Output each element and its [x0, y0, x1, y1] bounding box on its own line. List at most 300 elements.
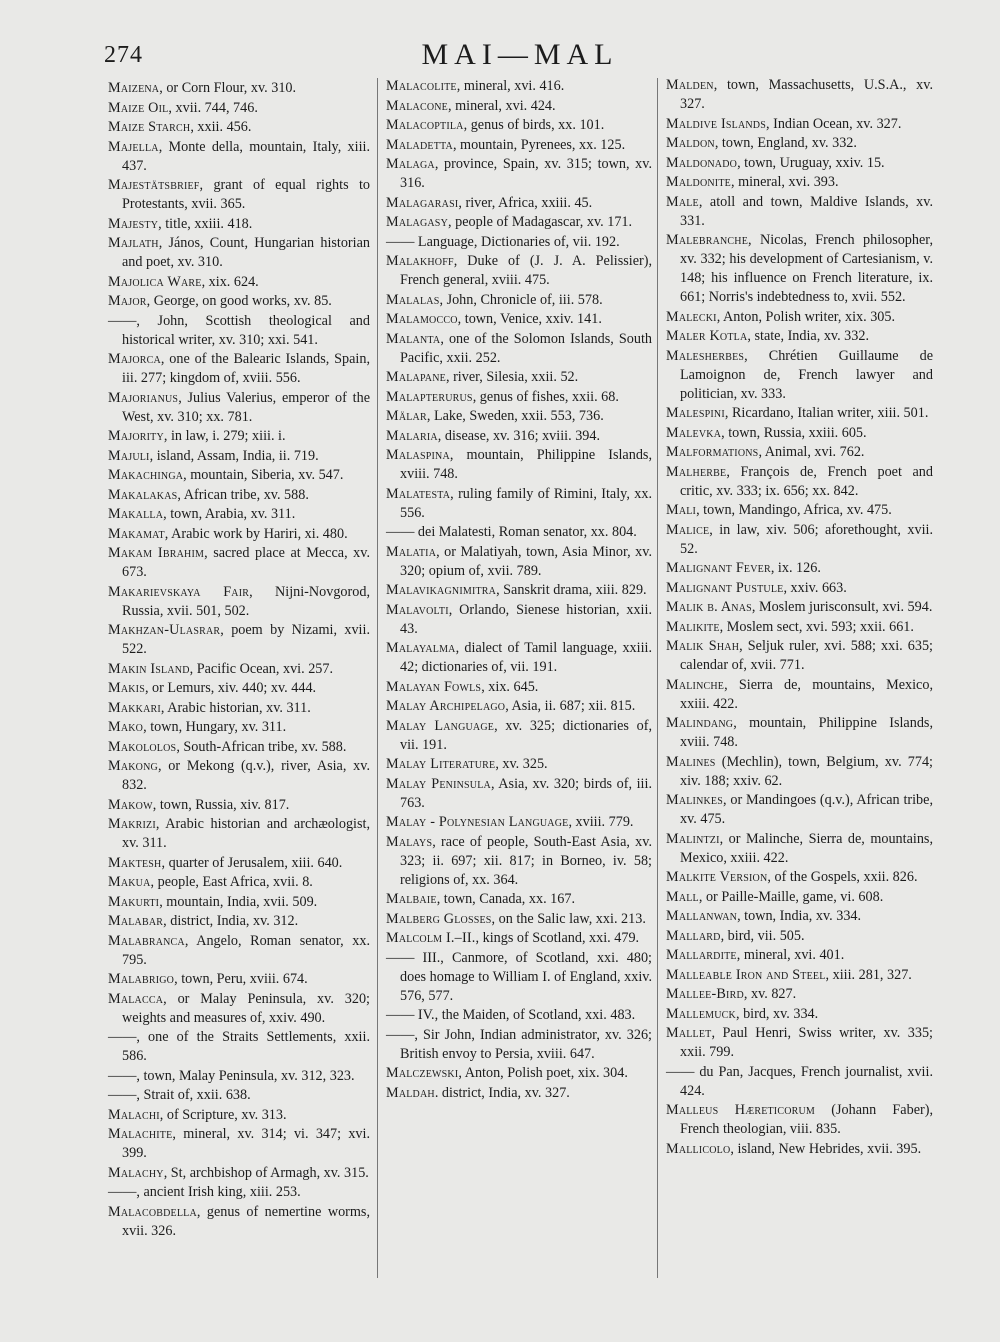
entry-references: ——, ancient Irish king, xiii. 253.	[108, 1184, 301, 1200]
index-entry	[666, 966, 933, 985]
entry-references: , Chrétien Guillaume de Lamoignon de, French lawyer and politician, xv. 333.	[680, 347, 933, 402]
entry-references: , Sierra de, mountains, Mexico, xxiii. 422.	[680, 676, 933, 712]
entry-headword: Malachite	[108, 1126, 173, 1142]
entry-headword: Malbaie	[386, 891, 437, 907]
index-entry	[108, 273, 370, 292]
entry-references: —— III., Canmore, of Scotland, xxi. 480; does homage to William I. of England, xxiv. 576, 577.	[386, 949, 652, 1004]
entry-headword: Malformations	[666, 444, 759, 460]
entry-headword: Maldonado	[666, 154, 738, 171]
entry-references: , Asia, xv. 320; birds of, iii. 763.	[400, 775, 652, 811]
entry-headword: Malaria	[386, 427, 438, 444]
index-entry	[108, 699, 370, 718]
entry-headword: Majorianus	[108, 389, 179, 406]
entry-headword: Mali	[666, 502, 697, 518]
entry-references: , Paul Henri, Swiss writer, xv. 335; xxii. 799.	[680, 1025, 933, 1060]
entry-headword: Malleable Iron and Steel	[666, 966, 826, 983]
index-entry	[666, 927, 933, 946]
index-entry	[386, 639, 652, 677]
index-entry	[666, 1024, 933, 1062]
page-number: 274	[104, 42, 143, 68]
index-column-3	[666, 76, 933, 1159]
index-entry	[386, 697, 652, 716]
entry-references: , town, Mandingo, Africa, xv. 475.	[696, 502, 892, 518]
entry-headword: Malice	[666, 521, 710, 538]
index-entry	[666, 907, 933, 926]
entry-references: , or Corn Flour, xv. 310.	[159, 80, 297, 96]
index-entry	[666, 1063, 933, 1101]
index-entry	[666, 76, 933, 114]
entry-references: , state, India, xv. 332.	[747, 328, 870, 344]
index-entry	[666, 463, 933, 501]
index-entry	[108, 1203, 370, 1241]
entry-references: , in law, xiv. 506; aforethought, xvii. 52.	[680, 521, 933, 557]
entry-references: , Julius Valerius, emperor of the West, xv. 310; xx. 781.	[122, 389, 370, 425]
index-entry	[108, 544, 370, 582]
entry-references: , Moslem jurisconsult, xvi. 594.	[751, 599, 933, 615]
entry-references: ——, John, Scottish theological and historical writer, xv. 310; xxi. 541.	[108, 312, 370, 348]
index-entry	[386, 136, 652, 155]
entry-references: , Pacific Ocean, xvi. 257.	[189, 660, 334, 677]
entry-references: , or Mekong (q.v.), river, Asia, xv. 832.	[122, 758, 370, 793]
index-entry	[108, 970, 370, 989]
index-entry	[666, 501, 933, 520]
entry-headword: Malanta	[386, 330, 441, 347]
index-entry	[108, 118, 370, 137]
index-entry	[386, 97, 652, 116]
entry-references: , Arabic historian, xv. 311.	[160, 699, 311, 716]
index-entry	[108, 215, 370, 234]
entry-references: , one of the Balearic Islands, Spain, iii. 277; kingdom of, xviii. 556.	[122, 351, 370, 386]
index-entry	[666, 134, 933, 153]
index-entry	[666, 985, 933, 1004]
entry-references: , János, Count, Hungarian historian and poet, xv. 310.	[122, 235, 370, 270]
index-entry	[386, 1084, 652, 1103]
entry-headword: Maize Oil	[108, 99, 169, 116]
entry-headword: Makachinga	[108, 467, 184, 483]
entry-headword: Mako	[108, 719, 144, 735]
entry-headword: Makalla	[108, 506, 164, 522]
entry-headword: Malay Literature	[386, 756, 496, 772]
entry-references: , mineral, xv. 314; vi. 347; xvi. 399.	[122, 1126, 370, 1161]
index-entry	[386, 310, 652, 329]
index-entry	[666, 598, 933, 617]
entry-headword: Majesty	[108, 215, 159, 232]
index-entry	[108, 1028, 370, 1066]
index-entry	[666, 1005, 933, 1024]
index-entry	[666, 154, 933, 173]
index-entry	[386, 717, 652, 755]
entry-headword: Malberg Glosses	[386, 910, 492, 927]
entry-references: ——, Sir John, Indian administrator, xv. 326; British envoy to Persia, xviii. 647.	[386, 1026, 652, 1062]
entry-references: , Animal, xvi. 762.	[758, 444, 865, 460]
index-entry	[108, 738, 370, 757]
index-entry	[108, 1106, 370, 1125]
entry-references: , genus of fishes, xxii. 68.	[472, 388, 619, 405]
entry-headword: Majlath	[108, 235, 159, 251]
entry-headword: Makrizi	[108, 816, 156, 832]
index-entry	[666, 115, 933, 134]
entry-headword: Mälar	[386, 408, 427, 424]
index-entry	[666, 579, 933, 598]
entry-references: , of the Gospels, xxii. 826.	[767, 869, 918, 885]
entry-references: (Mechlin), town, Belgium, xv. 774; xiv. 188; xxiv. 62.	[680, 753, 933, 789]
entry-headword: Malespini	[666, 405, 725, 421]
entry-headword: Mallanwan	[666, 908, 738, 924]
entry-references: , Lake, Sweden, xxii. 553, 736.	[426, 408, 604, 424]
index-entry	[666, 618, 933, 637]
entry-references: , xix. 624.	[201, 273, 259, 290]
entry-references: , Indian Ocean, xv. 327.	[766, 115, 902, 132]
entry-references: , province, Spain, xv. 315; town, xv. 316.	[400, 156, 652, 191]
entry-references: , island, Assam, India, ii. 719.	[149, 447, 319, 464]
entry-references: , St, archbishop of Armagh, xv. 315.	[163, 1164, 369, 1181]
index-entry	[108, 350, 370, 388]
index-entry	[108, 427, 370, 446]
entry-references: , one of the Solomon Islands, South Pacific, xxii. 252.	[400, 330, 652, 366]
entry-headword: Malkite Version	[666, 869, 768, 885]
entry-headword: Makong	[108, 758, 158, 774]
entry-references: , xiii. 281, 327.	[825, 966, 912, 983]
index-entry	[108, 312, 370, 350]
entry-references: , town, Uruguay, xxiv. 15.	[737, 154, 885, 171]
entry-references: , town, Massachusetts, U.S.A., xv. 327.	[680, 77, 933, 112]
index-entry	[386, 543, 652, 581]
index-entry	[386, 581, 652, 600]
entry-headword: Makarievskaya Fair	[108, 583, 250, 600]
entry-headword: Malachy	[108, 1164, 164, 1181]
index-entry	[108, 679, 370, 698]
entry-headword: Malebranche	[666, 232, 749, 248]
index-entry	[666, 791, 933, 829]
entry-headword: Malays	[386, 833, 433, 850]
entry-headword: Mallard	[666, 927, 721, 944]
index-column-1	[108, 79, 370, 1241]
entry-references: —— dei Malatesti, Roman senator, xx. 804.	[386, 524, 637, 540]
entry-references: , island, New Hebrides, xvii. 395.	[730, 1140, 922, 1157]
index-entry	[386, 407, 652, 426]
entry-headword: Malabrigo	[108, 971, 175, 987]
entry-references: , John, Chronicle of, iii. 578.	[439, 291, 603, 308]
entry-references: , Angelo, Roman senator, xx. 795.	[122, 932, 370, 968]
entry-references: , or Paille-Maille, game, vi. 608.	[698, 888, 884, 905]
entry-references: , kings of Scotland, xxi. 479.	[475, 930, 640, 946]
index-entry	[108, 718, 370, 737]
index-entry	[108, 292, 370, 311]
entry-references: , Nijni-Novgorod, Russia, xvii. 501, 502.	[122, 583, 370, 619]
entry-references: . district, India, xv. 327.	[434, 1084, 570, 1101]
index-entry	[386, 388, 652, 407]
index-entry	[386, 1064, 652, 1083]
entry-references: , Moslem sect, xvi. 593; xxii. 661.	[719, 618, 914, 635]
entry-headword: Malindang	[666, 715, 734, 731]
entry-headword: Malaspina	[386, 447, 450, 463]
entry-references: , Ricardano, Italian writer, xiii. 501.	[724, 405, 929, 421]
index-entry	[666, 443, 933, 462]
entry-references: , South-African tribe, xv. 588.	[176, 738, 347, 755]
entry-references: , grant of equal rights to Protestants, xvii. 365.	[122, 177, 370, 212]
index-entry	[666, 1101, 933, 1139]
entry-references: , Monte della, mountain, Italy, xiii. 437.	[122, 138, 370, 174]
entry-references: , xvii. 744, 746.	[168, 99, 258, 116]
entry-references: , district, India, xv. 312.	[163, 913, 299, 929]
index-entry	[386, 485, 652, 523]
entry-headword: Malacone	[386, 97, 448, 114]
entry-references: , mountain, Philippine Islands, xviii. 748.	[400, 447, 652, 482]
entry-headword: Maldah	[386, 1084, 435, 1101]
entry-headword: Malapterurus	[386, 388, 473, 405]
index-entry	[386, 890, 652, 909]
index-entry	[666, 559, 933, 578]
entry-headword: Malatia	[386, 543, 437, 560]
entry-headword: Majorca	[108, 351, 161, 367]
index-entry	[666, 676, 933, 714]
entry-headword: Malacolite	[386, 78, 457, 94]
index-entry	[386, 755, 652, 774]
index-entry	[386, 213, 652, 232]
index-entry	[108, 893, 370, 912]
index-entry	[108, 873, 370, 892]
entry-references: (Johann Faber), French theologian, viii. 835.	[680, 1102, 933, 1137]
entry-headword: Majestätsbrief	[108, 177, 200, 193]
entry-headword: Makow	[108, 796, 153, 813]
index-entry	[386, 813, 652, 832]
entry-references: , ruling family of Rimini, Italy, xx. 556.	[400, 485, 652, 521]
entry-references: , mountain, Pyrenees, xx. 125.	[452, 136, 626, 153]
entry-references: , Arabic historian and archæologist, xv. 311.	[122, 816, 370, 851]
index-entry	[386, 252, 652, 290]
index-entry	[108, 854, 370, 873]
entry-references: , dialect of Tamil language, xxiii. 42; dictionaries of, vii. 191.	[400, 640, 652, 675]
entry-references: , town, Russia, xiv. 817.	[152, 796, 290, 813]
index-entry	[108, 660, 370, 679]
entry-references: , mineral, xvi. 424.	[448, 97, 556, 114]
entry-headword: Mallardite	[666, 947, 737, 963]
index-entry	[108, 138, 370, 176]
entry-references: , xv. 827.	[743, 986, 797, 1002]
entry-headword: Malay - Polynesian Language	[386, 814, 569, 830]
index-entry	[666, 830, 933, 868]
entry-headword: Makololos	[108, 738, 177, 755]
entry-references: , xxii. 456.	[190, 119, 252, 135]
entry-headword: Malignant Fever	[666, 560, 771, 576]
entry-references: , genus of nemertine worms, xvii. 326.	[122, 1203, 370, 1239]
index-entry	[666, 1140, 933, 1159]
entry-headword: Malines	[666, 753, 716, 770]
entry-headword: Majority	[108, 428, 164, 444]
entry-headword: Maldonite	[666, 174, 731, 190]
entry-references: , mountain, Siberia, xv. 547.	[183, 467, 344, 483]
entry-references: , Asia, ii. 687; xii. 815.	[505, 698, 636, 714]
entry-references: , François de, French poet and critic, xv. 333; ix. 656; xx. 842.	[680, 463, 933, 499]
entry-references: , poem by Nizami, xvii. 522.	[122, 622, 370, 657]
entry-headword: Malecki	[666, 308, 717, 325]
entry-headword: Maize Starch	[108, 119, 191, 135]
index-entry	[666, 868, 933, 887]
column-divider	[377, 78, 378, 1278]
entry-headword: Majolica Ware	[108, 273, 202, 290]
entry-headword: Makhzan-Ulasrar	[108, 622, 221, 638]
entry-references: , mountain, Philippine Islands, xviii. 748.	[680, 715, 933, 750]
entry-references: , title, xxiii. 418.	[158, 215, 253, 232]
entry-headword: Malapane	[386, 369, 446, 385]
entry-headword: Makalakas	[108, 486, 178, 503]
entry-headword: Mallemuck	[666, 1005, 736, 1022]
index-entry	[108, 1183, 370, 1202]
entry-headword: Makis	[108, 680, 145, 696]
index-column-2	[386, 77, 652, 1103]
entry-references: , Seljuk ruler, xvi. 588; xxi. 635; calendar of, xvii. 771.	[680, 638, 933, 673]
entry-references: , town, Venice, xxiv. 141.	[457, 311, 602, 327]
entry-references: , in law, i. 279; xiii. i.	[163, 428, 286, 444]
entry-references: , town, England, xv. 332.	[714, 135, 857, 151]
index-entry	[108, 389, 370, 427]
column-divider	[657, 78, 658, 1278]
entry-references: , people of Madagascar, xv. 171.	[448, 214, 633, 230]
index-entry	[386, 233, 652, 252]
index-entry	[386, 368, 652, 387]
entry-references: , town, India, xv. 334.	[737, 908, 862, 924]
index-entry	[386, 601, 652, 639]
index-entry	[386, 833, 652, 890]
entry-headword: Majuli	[108, 447, 150, 464]
entry-references: , or Malatiyah, town, Asia Minor, xv. 320; opium of, xvii. 789.	[400, 543, 652, 579]
entry-references: , ix. 126.	[770, 560, 821, 576]
entry-references: , George, on good works, xv. 85.	[146, 293, 332, 309]
entry-headword: Malamocco	[386, 311, 458, 327]
index-entry	[666, 327, 933, 346]
index-entry	[386, 155, 652, 193]
index-entry	[666, 347, 933, 404]
entry-references: , xix. 645.	[481, 678, 539, 695]
entry-headword: Malleus Hæreticorum	[666, 1102, 816, 1118]
running-head: MAI—MAL	[421, 38, 619, 71]
entry-headword: Malacobdella	[108, 1203, 197, 1220]
index-entry	[666, 424, 933, 443]
index-entry	[108, 447, 370, 466]
entry-references: —— du Pan, Jacques, French journalist, xvii. 424.	[666, 1063, 933, 1099]
entry-headword: Malagasy	[386, 214, 448, 230]
index-entry	[108, 525, 370, 544]
entry-headword: Malden	[666, 77, 714, 93]
entry-headword: Malesherbes	[666, 347, 745, 364]
index-entry	[666, 888, 933, 907]
entry-headword: Major	[108, 293, 147, 309]
entry-headword: Makam Ibrahim	[108, 545, 205, 561]
index-entry	[108, 99, 370, 118]
index-entry	[108, 932, 370, 970]
entry-headword: Malikite	[666, 618, 720, 635]
entry-headword: Malay Peninsula	[386, 775, 491, 792]
index-entry	[108, 912, 370, 931]
entry-references: , Nicolas, French philosopher, xv. 332; his development of Cartesianism, v. 148; his influence on French literature, ix. 661; Norris's indebtedness to, xvii. 552.	[680, 232, 933, 305]
entry-references: , xv. 325.	[495, 756, 548, 772]
entry-references: , town, Canada, xx. 167.	[436, 891, 575, 907]
index-entry	[386, 427, 652, 446]
entry-headword: Maktesh	[108, 854, 162, 871]
entry-references: , disease, xv. 316; xviii. 394.	[437, 427, 601, 444]
entry-headword: Malachi	[108, 1106, 160, 1123]
index-entry	[108, 815, 370, 853]
entry-headword: Maldive Islands	[666, 115, 766, 132]
index-entry	[108, 1067, 370, 1086]
entry-references: , mineral, xvi. 401.	[736, 947, 845, 963]
entry-headword: Malabar	[108, 913, 164, 929]
entry-headword: Malay Archipelago	[386, 698, 506, 714]
entry-headword: Makin Island	[108, 660, 190, 677]
entry-headword: Mall	[666, 888, 699, 905]
entry-headword: Malacoptila	[386, 117, 464, 133]
entry-headword: Malayan Fowls	[386, 678, 482, 695]
index-entry	[666, 714, 933, 752]
entry-references: , mineral, xvi. 416.	[456, 78, 565, 94]
entry-headword: Maler Kotla	[666, 328, 748, 344]
entry-references: , Sanskrit drama, xiii. 829.	[496, 582, 647, 598]
entry-references: , people, East Africa, xvii. 8.	[150, 874, 313, 890]
entry-headword: Malik Shah	[666, 638, 740, 654]
entry-headword: Malczewski	[386, 1065, 459, 1081]
entry-references: , Anton, Polish writer, xix. 305.	[716, 308, 896, 325]
index-entry	[108, 79, 370, 98]
entry-references: —— Language, Dictionaries of, vii. 192.	[386, 233, 620, 250]
entry-headword: Makua	[108, 874, 151, 890]
index-entry	[386, 775, 652, 813]
entry-references: , bird, vii. 505.	[720, 927, 805, 944]
entry-references: , mineral, xvi. 393.	[730, 174, 839, 190]
entry-references: , atoll and town, Maldive Islands, xv. 331.	[680, 193, 933, 229]
index-entry	[666, 231, 933, 307]
entry-references: , or Malay Peninsula, xv. 320; weights and measures of, xxiv. 490.	[122, 990, 370, 1026]
entry-headword: Malevka	[666, 424, 722, 441]
entry-headword: Malalas	[386, 291, 440, 308]
entry-headword: Malacca	[108, 990, 164, 1007]
index-entry	[108, 1086, 370, 1105]
entry-headword: Makkari	[108, 699, 161, 716]
entry-references: , or Malinche, Sierra de, mountains, Mexico, xxiii. 422.	[680, 830, 933, 866]
index-entry	[666, 946, 933, 965]
index-entry	[108, 486, 370, 505]
entry-references: , on the Salic law, xxi. 213.	[491, 910, 646, 927]
entry-headword: Majella	[108, 138, 159, 155]
entry-references: ——, one of the Straits Settlements, xxii. 586.	[108, 1029, 370, 1064]
entry-references: , xv. 325; dictionaries of, vii. 191.	[400, 717, 652, 753]
index-entry	[108, 1164, 370, 1183]
entry-headword: Malintzi	[666, 830, 720, 847]
entry-headword: Malavikagnimitra	[386, 582, 497, 598]
entry-references: , sacred place at Mecca, xv. 673.	[122, 545, 370, 580]
entry-headword: Malinche	[666, 676, 725, 693]
entry-references: ——, Strait of, xxii. 638.	[108, 1087, 251, 1103]
index-entry	[386, 446, 652, 484]
entry-references: , Anton, Polish poet, xix. 304.	[458, 1065, 628, 1081]
index-entry	[386, 678, 652, 697]
entry-references: , Orlando, Sienese historian, xxii. 43.	[400, 601, 652, 637]
entry-headword: Malcolm I.–II.	[386, 930, 476, 946]
entry-headword: Malignant Pustule	[666, 579, 784, 596]
index-entry	[386, 77, 652, 96]
index-entry	[666, 308, 933, 327]
index-entry	[666, 404, 933, 423]
index-entry	[666, 753, 933, 791]
entry-headword: Malayalma	[386, 640, 456, 656]
index-entry	[108, 234, 370, 272]
index-entry	[108, 466, 370, 485]
entry-headword: Malaga	[386, 156, 435, 172]
entry-headword: Malinkes	[666, 792, 723, 808]
index-entry	[108, 990, 370, 1028]
entry-headword: Makurti	[108, 893, 160, 910]
entry-references: , bird, xv. 334.	[735, 1005, 819, 1022]
entry-references: , town, Hungary, xv. 311.	[143, 719, 287, 735]
